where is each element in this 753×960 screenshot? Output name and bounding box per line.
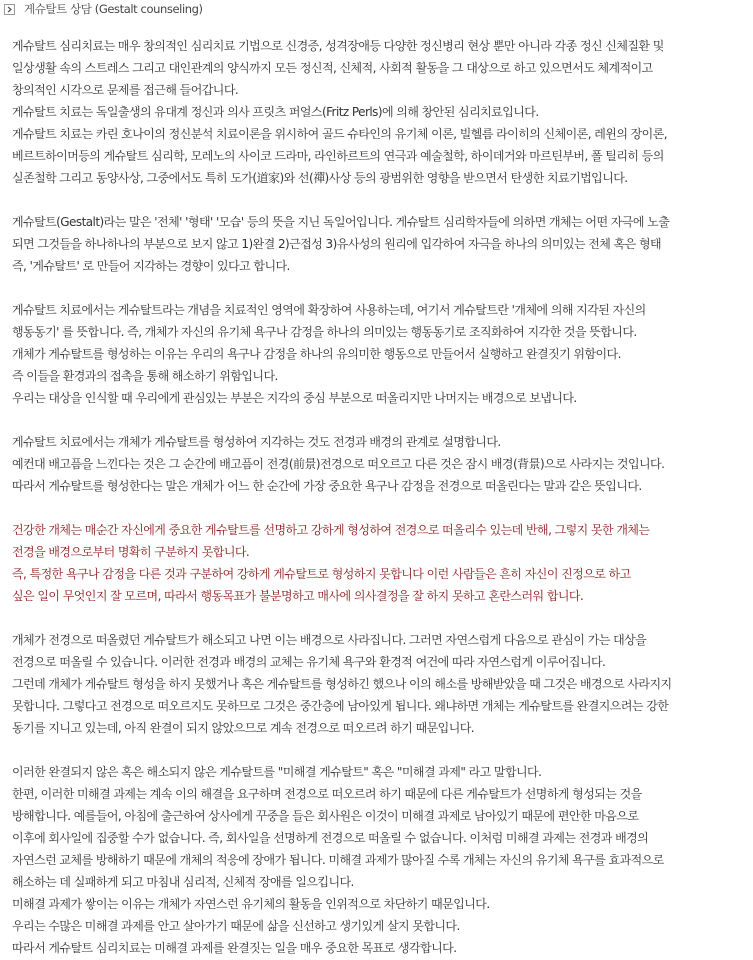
section-header [4,1,203,17]
text-line: 즉, 특정한 욕구나 감정을 다른 것과 구분하여 강하게 게슈탈트로 형성하지 못합니다 이런 사람들은 흔히 자신이 진정으로 하고 [12,567,631,581]
text-line: 창의적인 시각으로 문제를 접근해 들어갑니다. [12,83,239,97]
text-line: 못합니다. 그렇다고 전경으로 떠오르지도 못하므로 그것은 중간층에 남아있게 됩니다. 왜냐하면 개체는 게슈탈트를 완결지으려는 강한 [12,699,669,713]
text-line: 방해합니다. 예를들어, 아침에 출근하여 상사에게 꾸중을 들은 회사원은 이것이 미해결 과제로 남아있기 때문에 편안한 마음으로 [12,809,639,823]
paragraph-gap [12,739,752,761]
paragraph-gap [12,409,752,431]
text-line: 따라서 게슈탈트 심리치료는 미해결 과제를 완결짓는 일을 매우 중요한 목표로 생각합니다. [12,941,457,955]
text-line: 그런데 개체가 게슈탈트 형성을 하지 못했거나 혹은 게슈탈트를 형성하긴 했으나 이의 해소를 방해받았을 때 그것은 배경으로 사라지지 [12,677,672,691]
text-line: 되면 그것들을 하나하나의 부분으로 보지 않고 1)완결 2)근접성 3)유사성의 원리에 입각하여 자극을 하나의 의미있는 전체 혹은 형태 [12,237,662,251]
text-line: 한편, 이러한 미해결 과제는 계속 이의 해결을 요구하며 전경으로 떠오르려 하기 때문에 다른 게슈탈트가 선명하게 형성되는 것을 [12,787,642,801]
text-line: 개체가 게슈탈트를 형성하는 이유는 우리의 욕구나 감정을 하나의 유의미한 행동으로 만들어서 실행하고 완결짓기 위함이다. [12,347,621,361]
text-line: 행동동기' 를 뜻합니다. 즉, 개체가 자신의 유기체 욕구나 감정을 하나의 의미있는 행동동기로 조직화하여 지각한 것을 뜻합니다. [12,325,637,339]
paragraph [12,629,752,739]
text-line: 개체가 전경으로 떠올렸던 게슈탈트가 해소되고 나면 이는 배경으로 사라집니다. 그러면 자연스럽게 다음으로 관심이 가는 대상을 [12,633,647,647]
page-title: 게슈탈트 상담 (Gestalt counseling) [24,2,203,16]
paragraph-gap [12,497,752,519]
text-line: 예컨대 배고픔을 느낀다는 것은 그 순간에 배고픔이 전경(前景)전경으로 떠오르고 다른 것은 잠시 배경(背景)으로 사라지는 것입니다. [12,457,665,471]
text-line: 우리는 대상을 인식할 때 우리에게 관심있는 부분은 지각의 중심 부분으로 떠올리지만 나머지는 배경으로 보냅니다. [12,391,577,405]
paragraph-gap [12,607,752,629]
bullet-arrow-icon [4,4,15,15]
text-line: 게슈탈트 치료에서는 게슈탈트라는 개념을 치료적인 영역에 확장하여 사용하는데, 여기서 게슈탈트란 '개체에 의해 지각된 자신의 [12,303,646,317]
text-line: 건강한 개체는 매순간 자신에게 중요한 게슈탈트를 선명하고 강하게 형성하여 전경으로 떠올리수 있는데 반해, 그렇지 못한 개체는 [12,523,650,537]
text-line: 게슈탈트 심리치료는 매우 창의적인 심리치료 기법으로 신경증, 성격장애등 다양한 정신병리 현상 뿐만 아니라 각종 정신 신체질환 및 [12,39,664,53]
text-line: 동기를 지니고 있는데, 아직 완결이 되지 않았으므로 계속 전경으로 떠오르려 하기 때문입니다. [12,721,475,735]
emphasis-paragraph [12,519,752,607]
text-line: 따라서 게슈탈트를 형성한다는 말은 개체가 어느 한 순간에 가장 중요한 욕구나 감정을 전경으로 떠올린다는 말과 같은 뜻입니다. [12,479,642,493]
text-line: 실존철학 그리고 동양사상, 그중에서도 특히 도가(道家)와 선(禪)사상 등의 광범위한 영향을 받으면서 탄생한 치료기법입니다. [12,171,628,185]
text-line: 해소하는 데 실패하게 되고 마침내 심리적, 신체적 장애를 일으킵니다. [12,875,354,889]
text-line: 게슈탈트 치료는 독일출생의 유대계 정신과 의사 프릿츠 퍼얼스(Fritz Perls)에 의해 창안된 심리치료입니다. [12,105,539,119]
text-line: 즉, '게슈탈트' 로 만들어 지각하는 경향이 있다고 합니다. [12,259,290,273]
text-line: 이러한 완결되지 않은 혹은 해소되지 않은 게슈탈트를 "미해결 게슈탈트" 혹은 "미해결 과제" 라고 말합니다. [12,765,542,779]
text-line: 미해결 과제가 쌓이는 이유는 개체가 자연스런 유기체의 활동을 인위적으로 차단하기 때문입니다. [12,897,490,911]
paragraph [12,211,752,277]
text-line: 이후에 회사일에 집중할 수가 없습니다. 즉, 회사일을 선명하게 전경으로 떠올릴 수 없습니다. 이처럼 미해결 과제는 전경과 배경의 [12,831,649,845]
paragraph-gap [12,189,752,211]
text-line: 우리는 수많은 미해결 과제를 안고 살아가기 때문에 삶을 신선하고 생기있게 살지 못합니다. [12,919,460,933]
text-line: 일상생활 속의 스트레스 그리고 대인관계의 양식까지 모든 정신적, 신체적, 사회적 활동을 그 대상으로 하고 있으면서도 체계적이고 [12,61,653,75]
paragraph [12,299,752,409]
text-line: 베르트하이머등의 게슈탈트 심리학, 모레노의 사이코 드라마, 라인하르트의 연극과 예술철학, 하이데거와 마르틴부버, 폴 틸리히 등의 [12,149,664,163]
text-line: 게슈탈트 치료에서는 개체가 게슈탈트를 형성하여 지각하는 것도 전경과 배경의 관계로 설명합니다. [12,435,501,449]
text-line: 전경을 배경으로부터 명확히 구분하지 못합니다. [12,545,250,559]
paragraph-gap [12,277,752,299]
text-line: 게슈탈트(Gestalt)라는 말은 '전체' '형태' '모습' 등의 뜻을 지닌 독일어입니다. 게슈탈트 심리학자들에 의하면 개체는 어떤 자극에 노출 [12,215,670,229]
text-line: 전경으로 떠올릴 수 있습니다. 이러한 전경과 배경의 교체는 유기체 욕구와 환경적 여건에 따라 자연스럽게 이루어집니다. [12,655,606,669]
paragraph [12,761,752,959]
text-line: 즉 이들을 환경과의 접촉을 통해 해소하기 위함입니다. [12,369,278,383]
text-line: 게슈탈트 치료는 카린 호나이의 정신분석 치료이론을 위시하여 골드 슈타인의 유기체 이론, 빌헬름 라이히의 신체이론, 레윈의 장이론, [12,127,668,141]
text-line: 자연스런 교체를 방해하기 때문에 개체의 적응에 장애가 됩니다. 미해결 과제가 많아질 수록 개체는 자신의 유기체 욕구를 효과적으로 [12,853,664,867]
text-line: 싶은 일이 무엇인지 잘 모르며, 따라서 행동목표가 불분명하고 매사에 의사결정을 잘 하지 못하고 혼란스러워 합니다. [12,589,584,603]
paragraph [12,431,752,497]
paragraph [12,35,752,189]
article-body [12,35,752,959]
